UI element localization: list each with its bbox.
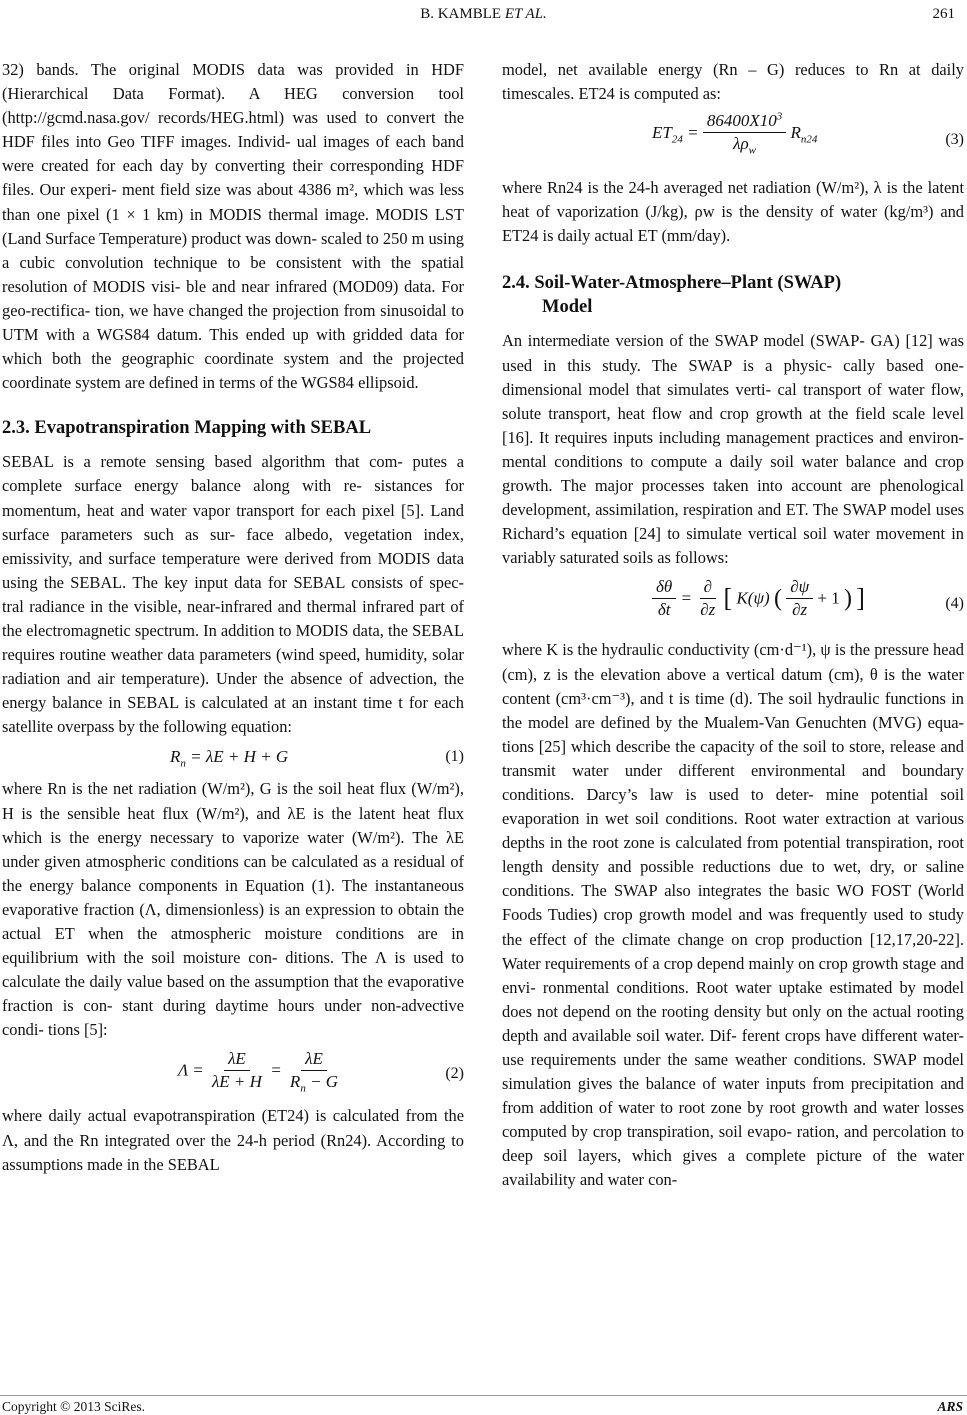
left-column bbox=[2, 58, 464, 1177]
right-paragraph-2: where Rn24 is the 24-h averaged net radiation (W/m²), λ is the latent heat of vaporization (J/kg), ρw is the density of water (kg/m³) and ET24 is daily actual ET (mm/day). bbox=[502, 178, 964, 246]
page-number: 261 bbox=[932, 6, 955, 22]
copyright-notice: Copyright © 2013 SciRes. bbox=[2, 1399, 146, 1414]
section-heading-2-4-line1: 2.4. Soil-Water-Atmosphere–Plant (SWAP) bbox=[502, 273, 842, 294]
right-paragraph-1: model, net available energy (Rn – G) reduces to Rn at daily timescales. ET24 is computed as: bbox=[502, 60, 964, 104]
equation-3 bbox=[502, 110, 964, 172]
running-head bbox=[0, 6, 967, 28]
right-paragraph-4: where K is the hydraulic conductivity (cm·d⁻¹), ψ is the pressure head (cm), z is the elevation above a vertical datum (cm), θ is the water content (cm³·cm⁻³), and t is time (d). The soil hydraulic functions in the model are defined by the Mualem-Van Genuchten (MVG) equa- tions [25] which describe the capacity of the soil to store, release and transmit water under different environmental and boundary conditions. Darcy’s law is used to deter- mine potential soil evaporation in wet soil conditions. Root water extraction at various depths in the root zone is calculated from potential transpiration, root length density and possible reductions due to wet, dry, or saline conditions. The SWAP also integrates the basic WO FOST (World Foods Tudies) crop growth model and was frequently used to study the effect of the climate change on crop production [12,17,20-22]. Water requirements of a crop depend mainly on crop growth stage and envi- ronmental conditions. Root water uptake estimated by model does not depend on the rooting density but only on the actual rooting depth and available soil water. Dif- ferent crops have different water-use requirements under the same weather conditions. SWAP model simulation gives the balance of water inputs from precipitation and from addition of water to root zone by root growth and water losses computed by crop transpiration, soil evapo- ration, and percolation to deep soil layers, which gives a complete picture of the water availability and water con- bbox=[502, 640, 964, 1190]
equation-1-body: $R_n = \lambda E + H + G$ bbox=[170, 747, 289, 770]
left-paragraph-1: 32) bands. The original MODIS data was provided in HDF (Hierarchical Data Format). A HEG conversion tool (http://gcmd.nasa.gov/ records/HEG.html) was used to convert the HDF files into Geo TIFF images. Individ- ual images of each band were created for each day by converting their corresponding HDF files. Our experi- ment field size was about 4386 m², which was less than one pixel (1 × 1 km) in MODIS thermal image. MODIS LST (Land Surface Temperature) product was down- scaled to 250 m using a cubic convolution technique to be consistent with the spatial resolution of MODIS visi- ble and near infrared (MOD09) data. For geo-rectifica- tion, we have changed the projection from sinusoidal to UTM with a WGS84 datum. This ended up with gridded data for which both the geographic coordinate system and the projected coordinate system are defined in terms of the WGS84 ellipsoid. bbox=[2, 60, 464, 393]
left-paragraph-2: SEBAL is a remote sensing based algorithm that com- putes a complete surface energy balance along with re- sistances for momentum, heat and water vapor transport for each pixel [5]. Land surface parameters such as sur- face albedo, vegetation index, emissivity, and surface temperature were derived from MODIS data using the SEBAL. The key input data for SEBAL consists of spec- tral radiance in the visible, near-infrared and thermal infrared part of the electromagnetic spectrum. In addition to MODIS data, the SEBAL requires routine weather data parameters (wind speed, humidity, solar radiation and air temperature). Under the absence of advection, the energy balance in SEBAL is calculated at an instant time t for each satellite overpass by the following equation: bbox=[2, 452, 465, 737]
equation-2-number: (2) bbox=[445, 1065, 464, 1083]
section-heading-2-4 bbox=[502, 271, 964, 319]
running-head-authors bbox=[0, 6, 967, 23]
equation-4-body: $\frac{\delta\theta}{\delta t}$ = $\frac{\partial}{\partial z}$ [ K(ψ) ( $\frac{\partial\psi}{\partial z}$ + 1 ) ] bbox=[652, 576, 865, 621]
equation-2 bbox=[2, 1048, 464, 1100]
equation-2-body: Λ = $\frac{\lambda E}{\lambda E + H}$ = $\frac{\lambda E}{R_n - G}$ bbox=[178, 1049, 339, 1095]
et-al: ET AL. bbox=[504, 6, 547, 22]
journal-name: ARS bbox=[937, 1399, 963, 1414]
right-column bbox=[502, 58, 964, 1193]
equation-3-number: (3) bbox=[945, 131, 964, 149]
author-name: B. KAMBLE bbox=[420, 6, 502, 22]
left-paragraph-4: where daily actual evapotranspiration (ET24) is calculated from the Λ, and the Rn integrated over the 24-h period (Rn24). According to assumptions made in the SEBAL bbox=[2, 1106, 464, 1174]
page-footer bbox=[0, 1395, 967, 1415]
equation-4-number: (4) bbox=[945, 595, 964, 613]
equation-1 bbox=[2, 743, 464, 773]
equation-4 bbox=[502, 576, 964, 634]
equation-1-number: (1) bbox=[445, 748, 464, 766]
section-heading-2-3: 2.3. Evapotranspiration Mapping with SEBAL bbox=[2, 418, 372, 439]
right-paragraph-3: An intermediate version of the SWAP model (SWAP- GA) [12] was used in this study. The SWAP is a physic- cally based one-dimensional model that simulates verti- cal transport of water flow, solute transport, heat flow and crop growth at the field scale level [16]. It requires inputs including management practices and environ- mental conditions to compute a daily soil water balance and crop growth. The major processes taken into account are phenological development, assimilation, respiration and ET. The SWAP model uses Richard’s equation [24] to simulate vertical soil water movement in variably saturated soils as follows: bbox=[502, 331, 964, 568]
left-paragraph-3: where Rn is the net radiation (W/m²), G is the soil heat flux (W/m²), H is the sensible heat flux (W/m²), and λE is the latent heat flux which is the energy necessary to vaporize water (W/m²). The λE under given atmospheric conditions can be calculated as a residual of the energy balance components in Equation (1). The instantaneous evaporative fraction (Λ, dimensionless) is an expression to obtain the actual ET when the atmospheric moisture conditions are in equilibrium with the soil moisture con- ditions. The Λ is used to calculate the daily value based on the assumption that the evaporative fraction is con- stant during daytime hours under non-advective condi- tions [5]: bbox=[2, 779, 464, 1040]
equation-3-body: $ET_{24}$ = $\frac{86400X10^3}{\lambda\rho_w}$ $R_{n24}$ bbox=[652, 110, 818, 157]
section-heading-2-4-line2: Model bbox=[542, 297, 593, 318]
